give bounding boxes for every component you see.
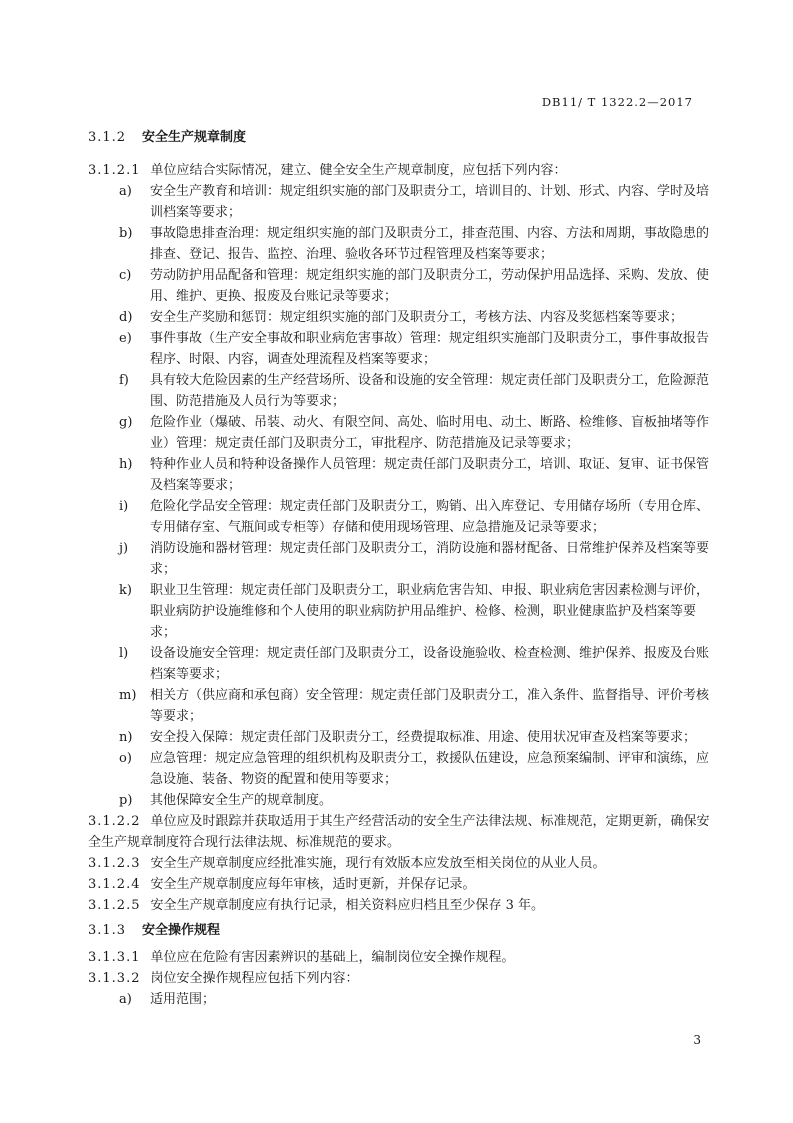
list-item-text: 职业卫生管理：规定责任部门及职责分工，职业病危害告知、申报、职业病危害因素检测与评价，职业病防护设施维修和个人使用的职业病防护用品维护、检修、检测，职业健康监护及档案等要求； xyxy=(150,583,710,640)
list-item-label: i) xyxy=(119,499,129,514)
list-item xyxy=(88,685,720,727)
list-item-text: 其他保障安全生产的规章制度。 xyxy=(150,793,333,808)
list-item xyxy=(88,580,720,643)
list-item-label: k) xyxy=(119,583,132,598)
list-item-label: o) xyxy=(119,751,132,766)
list-item-label: d) xyxy=(119,310,133,325)
list-item-label: j) xyxy=(119,541,129,556)
list-item-label: l) xyxy=(119,646,129,661)
clause-paragraph xyxy=(88,895,720,916)
list-item xyxy=(88,496,720,538)
list-item-text: 安全生产奖励和惩罚：规定组织实施的部门及职责分工，考核方法、内容及奖惩档案等要求； xyxy=(150,310,684,325)
list-item xyxy=(88,223,720,265)
clause-text: 安全生产规章制度应每年审核，适时更新，并保存记录。 xyxy=(150,877,476,892)
list-item-text: 危险化学品安全管理：规定责任部门及职责分工，购销、出入库登记、专用储存场所（专用仓库、专用储存室、气瓶间或专柜等）存储和使用现场管理、应急措施及记录等要求； xyxy=(150,499,710,535)
list-item-text: 安全生产教育和培训：规定组织实施的部门及职责分工，培训目的、计划、形式、内容、学时及培训档案等要求； xyxy=(150,184,710,220)
list-item-text: 危险作业（爆破、吊装、动火、有限空间、高处、临时用电、动土、断路、检维修、盲板抽堵等作业）管理：规定责任部门及职责分工，审批程序、防范措施及记录等要求； xyxy=(150,415,710,451)
clause-number: 3.1.2.2 xyxy=(88,814,141,829)
list-item xyxy=(88,370,720,412)
list-item-text: 应急管理：规定应急管理的组织机构及职责分工，救援队伍建设，应急预案编制、评审和演练，应急设施、装备、物资的配置和使用等要求； xyxy=(150,751,710,787)
list-item xyxy=(88,790,720,811)
list-item-label: e) xyxy=(119,331,132,346)
clause-paragraph xyxy=(88,853,720,874)
list-item-text: 具有较大危险因素的生产经营场所、设备和设施的安全管理：规定责任部门及职责分工，危险源范围、防范措施及人员行为等要求； xyxy=(150,373,710,409)
clause-text: 岗位安全操作规程应包括下列内容： xyxy=(150,971,359,986)
list-item xyxy=(88,643,720,685)
section-heading xyxy=(88,920,720,941)
list-item-text: 消防设施和器材管理：规定责任部门及职责分工，消防设施和器材配备、日常维护保养及档案等要求； xyxy=(150,541,710,577)
list-item xyxy=(88,181,720,223)
list-item xyxy=(88,328,720,370)
clause-text: 单位应在危险有害因素辨识的基础上，编制岗位安全操作规程。 xyxy=(150,950,515,965)
section-number: 3.1.3 xyxy=(88,923,127,938)
list-item-text: 设备设施安全管理：规定责任部门及职责分工，设备设施验收、检查检测、维护保养、报废及台账档案等要求； xyxy=(150,646,710,682)
clause-number: 3.1.2.5 xyxy=(88,898,141,913)
list-item-label: a) xyxy=(119,184,132,199)
list-item-label: c) xyxy=(119,268,132,283)
document-code: DB11/ T 1322.2—2017 xyxy=(541,95,693,109)
page-number: 3 xyxy=(693,1033,701,1047)
clause-text: 安全生产规章制度应有执行记录，相关资料应归档且至少保存 3 年。 xyxy=(150,898,545,913)
list-item xyxy=(88,265,720,307)
list-item-text: 事件事故（生产安全事故和职业病危害事故）管理：规定组织实施部门及职责分工，事件事故报告程序、时限、内容，调查处理流程及档案等要求； xyxy=(150,331,710,367)
list-item-label: f) xyxy=(119,373,129,388)
list-item xyxy=(88,989,720,1010)
clause-text: 单位应结合实际情况，建立、健全安全生产规章制度，应包括下列内容： xyxy=(150,163,567,178)
list-item-text: 适用范围； xyxy=(150,992,216,1007)
clause-number: 3.1.3.2 xyxy=(88,971,141,986)
section-heading xyxy=(88,127,720,148)
list-item-label: h) xyxy=(119,457,133,472)
clause-number: 3.1.2.3 xyxy=(88,856,141,871)
section-title: 安全操作规程 xyxy=(142,923,221,938)
list-item xyxy=(88,412,720,454)
list-item xyxy=(88,538,720,580)
list-item-label: g) xyxy=(119,415,133,430)
list-item-label: b) xyxy=(119,226,133,241)
section-number: 3.1.2 xyxy=(88,130,127,145)
clause-paragraph xyxy=(88,874,720,895)
clause-text: 单位应及时跟踪并获取适用于其生产经营活动的安全生产法律法规、标准规范，定期更新，确保安全生产规章制度符合现行法律法规、标准规范的要求。 xyxy=(88,814,710,850)
list-item xyxy=(88,307,720,328)
clause-paragraph xyxy=(88,811,720,853)
list-item-label: p) xyxy=(119,793,133,808)
list-item-label: m) xyxy=(119,688,137,703)
list-item xyxy=(88,748,720,790)
clause-paragraph xyxy=(88,160,720,181)
section-title: 安全生产规章制度 xyxy=(142,130,247,145)
list-item-text: 相关方（供应商和承包商）安全管理：规定责任部门及职责分工，准入条件、监督指导、评价考核等要求； xyxy=(150,688,710,724)
clause-number: 3.1.3.1 xyxy=(88,950,141,965)
clause-paragraph xyxy=(88,947,720,968)
list-item xyxy=(88,727,720,748)
list-item-text: 特种作业人员和特种设备操作人员管理：规定责任部门及职责分工，培训、取证、复审、证书保管及档案等要求； xyxy=(150,457,710,493)
list-item-text: 劳动防护用品配备和管理：规定组织实施的部门及职责分工，劳动保护用品选择、采购、发放、使用、维护、更换、报废及台账记录等要求； xyxy=(150,268,710,304)
clause-text: 安全生产规章制度应经批准实施，现行有效版本应发放至相关岗位的从业人员。 xyxy=(150,856,606,871)
clause-number: 3.1.2.1 xyxy=(88,163,141,178)
list-item-text: 事故隐患排查治理：规定组织实施的部门及职责分工，排查范围、内容、方法和周期，事故隐患的排查、登记、报告、监控、治理、验收各环节过程管理及档案等要求； xyxy=(150,226,710,262)
clause-number: 3.1.2.4 xyxy=(88,877,141,892)
document-body xyxy=(88,127,720,1010)
list-item-text: 安全投入保障：规定责任部门及职责分工，经费提取标准、用途、使用状况审查及档案等要求； xyxy=(150,730,697,745)
list-item-label: n) xyxy=(119,730,133,745)
list-item xyxy=(88,454,720,496)
clause-paragraph xyxy=(88,968,720,989)
list-item-label: a) xyxy=(119,992,132,1007)
